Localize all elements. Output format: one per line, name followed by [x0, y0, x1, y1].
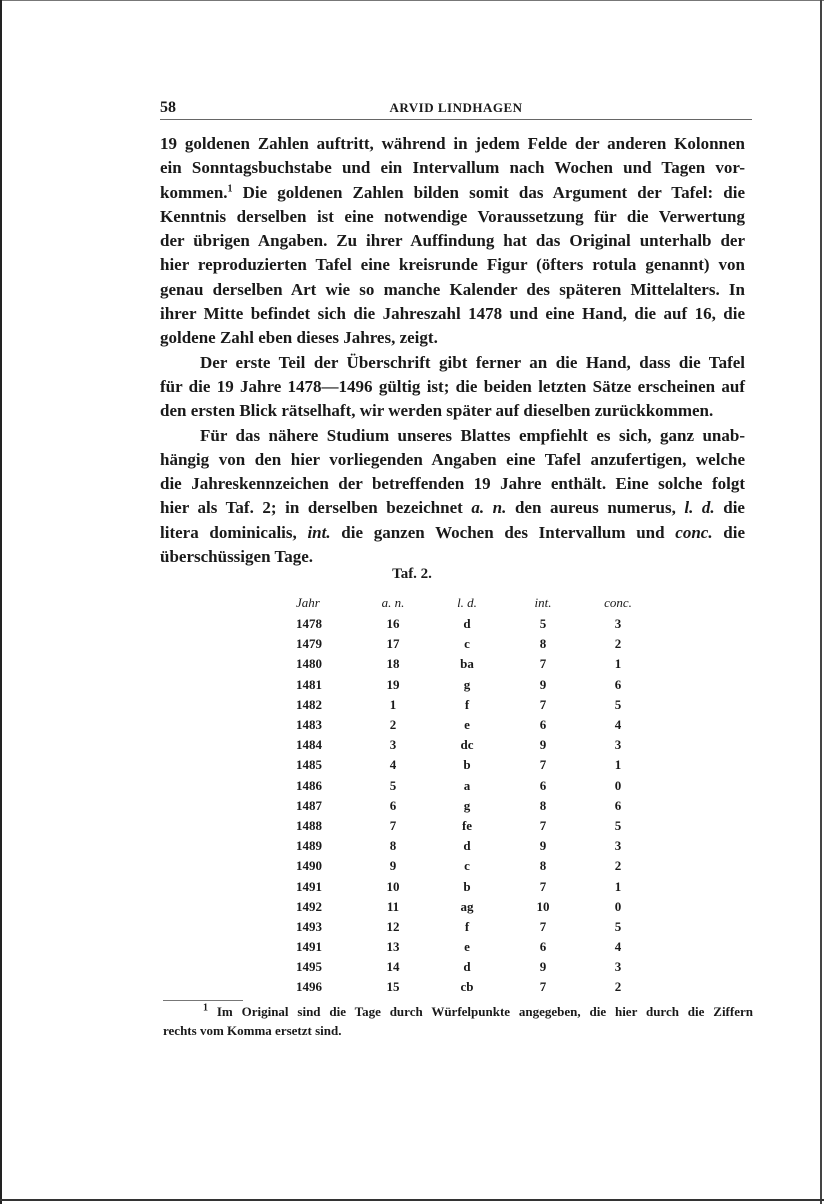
table-row [282, 977, 652, 997]
table-cell: 0 [614, 777, 622, 793]
table-cell: 9 [539, 737, 547, 753]
table-cell: 6 [614, 676, 622, 692]
table-cell: 1483 [296, 717, 322, 733]
table-row [282, 836, 652, 856]
text-segment: den ersten Blick rätselhaft, wir werden später auf dieselben zurückkommen. [160, 401, 714, 421]
table-cell: 1488 [296, 817, 322, 833]
text-segment: die Jahreskennzeichen der betreffenden 19 Jahre enthält. Eine solche folgt [160, 474, 745, 494]
table-cell: ag [460, 898, 474, 914]
table-cell: 13 [386, 939, 400, 955]
text-line [160, 132, 745, 156]
text-segment: ein Sonntagsbuchstabe und ein Intervallum nach Wochen und Tagen vor- [160, 158, 745, 178]
table-row [282, 614, 652, 634]
table-cell: e [464, 939, 470, 955]
table-cell: 15 [386, 979, 400, 995]
table-cell: 1492 [296, 898, 322, 914]
text-segment: goldene Zahl eben dieses Jahres, zeigt. [160, 328, 438, 348]
table-cell: 10 [536, 898, 550, 914]
text-segment: überschüssigen Tage. [160, 547, 314, 567]
table-cell: 7 [539, 918, 547, 934]
table-cell: 4 [389, 757, 397, 773]
table-cell: 1481 [296, 676, 322, 692]
table-cell: d [463, 959, 471, 975]
table-cell: g [463, 676, 471, 692]
table-cell: 2 [614, 858, 622, 874]
table-row [282, 735, 652, 755]
table-cell: 11 [386, 898, 400, 914]
page-edge-bottom [0, 1199, 824, 1201]
table-cell: 1479 [296, 636, 322, 652]
table-row [282, 695, 652, 715]
text-segment: 19 goldenen Zahlen auftritt, während in jedem Felde der anderen Kolonnen [160, 134, 745, 153]
table-cell: f [464, 918, 470, 934]
table-cell: 1491 [296, 939, 322, 955]
table-row [282, 957, 652, 977]
text-line [160, 156, 745, 180]
table-cell: 2 [389, 717, 397, 733]
table-cell: 9 [539, 838, 547, 854]
text-segment: genau derselben Art wie so manche Kalender des späteren Mittelalters. In [160, 279, 745, 299]
table-cell: 5 [614, 696, 622, 712]
table-row [282, 675, 652, 695]
table-cell: 6 [539, 777, 547, 793]
page-number: 58 [160, 99, 176, 116]
text-line [160, 205, 745, 229]
table-cell: d [463, 838, 471, 854]
table-cell: 7 [539, 979, 547, 995]
text-line [160, 278, 745, 302]
table-cell: 7 [539, 878, 547, 894]
table-header-row [282, 592, 652, 614]
text-line [160, 448, 745, 472]
table-cell: 8 [539, 797, 547, 813]
column-header: a. n. [381, 595, 405, 610]
table-cell: 5 [539, 616, 547, 632]
table-cell: 19 [386, 676, 400, 692]
text-segment: hier als Taf. 2; in derselben bezeichnet [160, 498, 472, 518]
column-header: Jahr [296, 595, 320, 610]
table-cell: 3 [389, 737, 397, 753]
table-cell: 9 [539, 959, 547, 975]
italic-term: a. n. [471, 498, 507, 518]
table-cell: 8 [539, 858, 547, 874]
table-row [282, 897, 652, 917]
table-row [282, 776, 652, 796]
table-cell: g [463, 797, 471, 813]
table-row [282, 856, 652, 876]
table-cell: 1486 [296, 777, 322, 793]
table-cell: 7 [539, 757, 547, 773]
table-cell: 1484 [296, 737, 322, 753]
table-cell: 6 [614, 797, 622, 813]
italic-term: l. d. [684, 498, 715, 518]
table-cell: 4 [614, 717, 622, 733]
table-title: Taf. 2. [392, 566, 432, 582]
table-cell: 3 [614, 616, 622, 632]
table-cell: 17 [386, 636, 400, 652]
text-line [160, 521, 745, 545]
table-cell: 3 [614, 959, 622, 975]
table-cell: 6 [389, 797, 397, 813]
table-cell: b [463, 757, 471, 773]
table-cell: 1491 [296, 878, 322, 894]
running-title: ARVID LINDHAGEN [389, 100, 523, 115]
text-segment: Kenntnis derselben ist eine notwendige Voraussetzung für die Verwertung [160, 206, 745, 226]
page-edge-right [820, 0, 822, 1204]
table-cell: 1482 [296, 696, 322, 712]
text-line [160, 302, 745, 326]
text-line [160, 253, 745, 277]
table-row [282, 634, 652, 654]
page-edge-top [0, 0, 824, 1]
table-cell: 3 [614, 737, 622, 753]
table-cell: 1490 [296, 858, 322, 874]
table-cell: 1493 [296, 918, 322, 934]
footnote-line-2: rechts vom Komma ersetzt sind. [163, 1023, 342, 1038]
table-cell: 1478 [296, 616, 322, 632]
table-cell: 9 [389, 858, 397, 874]
text-segment: der übrigen Angaben. Zu ihrer Auffindung hat das Original unterhalb der [160, 231, 745, 251]
footnote-marker: 1 [203, 1002, 208, 1014]
table-row [282, 937, 652, 957]
table-cell: dc [460, 737, 474, 753]
table-cell: 1489 [296, 838, 322, 854]
table-cell: e [464, 717, 470, 733]
table-cell: ba [460, 656, 474, 672]
table-cell: 2 [614, 979, 622, 995]
text-segment: die [714, 498, 745, 518]
footnote-line-1 [163, 1002, 753, 1021]
table-cell: fe [461, 817, 473, 833]
table-cell: 7 [389, 817, 397, 833]
table-cell: 5 [614, 918, 622, 934]
text-segment: hängig von den hier vorliegenden Angaben eine Tafel anzufertigen, welche [160, 449, 745, 469]
paragraph [160, 424, 745, 570]
text-segment: Der erste Teil der Überschrift gibt ferner an die Hand, dass die Tafel [200, 352, 745, 372]
table-cell: 8 [539, 636, 547, 652]
table-cell: c [464, 858, 470, 874]
table-row [282, 715, 652, 735]
table-row [282, 796, 652, 816]
column-header: int. [534, 595, 552, 610]
text-segment: ihrer Mitte befindet sich die Jahreszahl 1478 und eine Hand, die auf 16, die [160, 304, 745, 324]
text-segment: litera dominicalis, [160, 522, 308, 542]
text-segment: für die 19 Jahre 1478—1496 gültig ist; die beiden letzten Sätze erscheinen auf [160, 376, 745, 396]
page-header [160, 99, 752, 120]
table-cell: 6 [539, 939, 547, 955]
text-segment: die ganzen Wochen des Intervallum und [330, 522, 676, 542]
footnote [163, 1002, 753, 1040]
body-text [160, 132, 745, 569]
table-row [282, 755, 652, 775]
italic-term: conc. [675, 522, 713, 542]
table-cell: 10 [386, 878, 400, 894]
text-line [160, 326, 745, 350]
text-segment: die [712, 522, 745, 542]
table-row [282, 917, 652, 937]
table-row [282, 816, 652, 836]
table-cell: f [464, 696, 470, 712]
table-cell: 8 [389, 838, 397, 854]
footnote-text-1: Im Original sind die Tage durch Würfelpunkte angegeben, die hier durch die Ziffern [208, 1004, 753, 1019]
year-table [282, 592, 652, 998]
text-segment: kommen. [160, 182, 228, 202]
table-cell: 1 [614, 878, 622, 894]
text-segment: den aureus numerus, [506, 498, 685, 518]
table-cell: 4 [614, 939, 622, 955]
table-cell: 7 [539, 656, 547, 672]
table-cell: 1496 [296, 979, 322, 995]
table-cell: 14 [386, 959, 400, 975]
column-header: l. d. [457, 595, 477, 610]
text-segment: Für das nähere Studium unseres Blattes empfiehlt es sich, ganz unab- [200, 425, 745, 445]
table-cell: 7 [539, 817, 547, 833]
text-line [160, 229, 745, 253]
table-cell: 6 [539, 717, 547, 733]
table-row [282, 876, 652, 896]
footnote-reference: 1 [227, 182, 233, 194]
table-cell: b [463, 878, 471, 894]
table-cell: 3 [614, 838, 622, 854]
text-segment: hier reproduzierten Tafel eine kreisrunde Figur (öfters rotula genannt) von [160, 255, 745, 275]
table-cell: 5 [614, 817, 622, 833]
table-cell: 5 [389, 777, 397, 793]
table-cell: 1487 [296, 797, 322, 813]
text-line [160, 424, 745, 448]
table-cell: d [463, 616, 471, 632]
table-cell: 7 [539, 696, 547, 712]
table-cell: 1495 [296, 959, 322, 975]
table-cell: 1485 [296, 757, 322, 773]
table-cell: 0 [614, 898, 622, 914]
table-cell: 12 [386, 918, 400, 934]
table-cell: 9 [539, 676, 547, 692]
table-cell: 18 [386, 656, 400, 672]
italic-term: int. [307, 522, 331, 542]
table-row [282, 654, 652, 674]
column-header: conc. [604, 595, 632, 610]
paragraph [160, 351, 745, 424]
paragraph [160, 132, 745, 351]
table-cell: 2 [614, 636, 622, 652]
table-cell: cb [460, 979, 474, 995]
table-cell: c [464, 636, 470, 652]
table-cell: 1 [614, 757, 622, 773]
table-cell: 1 [614, 656, 622, 672]
text-line [160, 496, 745, 520]
text-line [160, 351, 745, 375]
table-cell: 1480 [296, 656, 322, 672]
table-cell: 1 [389, 696, 397, 712]
table-cell: 16 [386, 616, 400, 632]
text-segment: Die goldenen Zahlen bilden somit das Argument der Tafel: die [232, 182, 745, 202]
text-line [160, 375, 745, 399]
page-edge-left [0, 0, 2, 1204]
text-line [160, 181, 745, 205]
table-cell: a [463, 777, 471, 793]
text-line [160, 472, 745, 496]
footnote-divider [163, 1000, 243, 1001]
text-line [160, 399, 745, 423]
